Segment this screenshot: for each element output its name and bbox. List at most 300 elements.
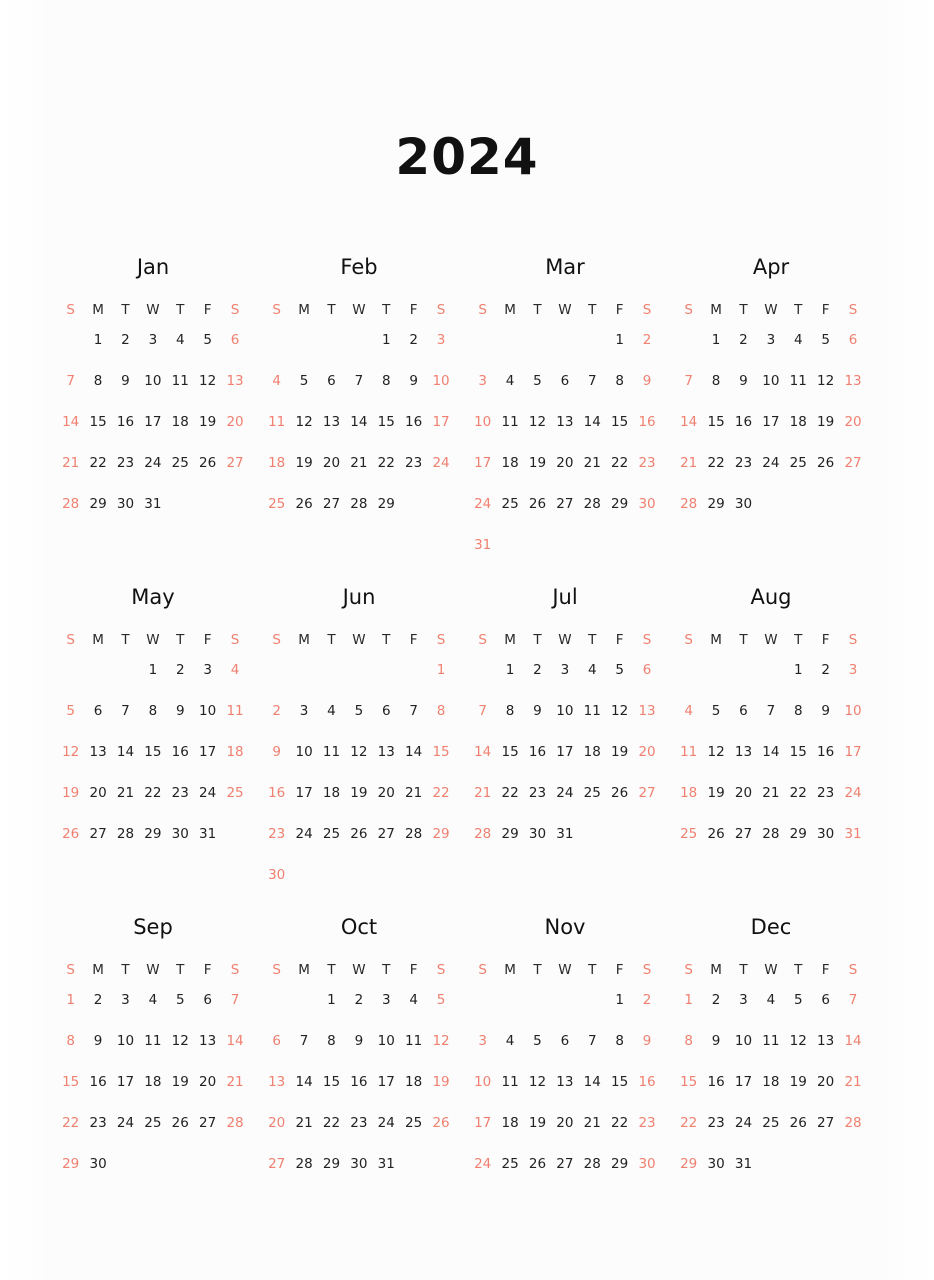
weekday-label: F (409, 302, 418, 318)
day-cell: 15 (611, 1074, 629, 1090)
empty-cell (469, 989, 496, 1030)
day-cell: 27 (556, 496, 574, 512)
day-cell: 20 (734, 785, 753, 801)
weekday-label: T (121, 302, 130, 318)
day-cell: 13 (734, 744, 753, 760)
day-cell: 22 (144, 785, 162, 801)
day-cell: 12 (432, 1033, 450, 1049)
day-cell: 17 (556, 744, 574, 760)
day-cell: 18 (501, 1115, 519, 1131)
day-cell: 16 (405, 414, 423, 430)
day-cell: 2 (93, 992, 103, 1008)
day-cell: 7 (684, 373, 693, 389)
weekday-header (57, 300, 249, 320)
month-sep (57, 910, 263, 1240)
weekday-header (57, 960, 249, 980)
day-cell: 16 (638, 414, 656, 430)
day-cell: 29 (707, 496, 725, 512)
month-name: Sep (133, 915, 173, 939)
day-cell: 20 (817, 1074, 835, 1090)
day-cell: 27 (377, 826, 395, 842)
day-cell: 5 (793, 992, 803, 1008)
day-cell: 8 (711, 373, 721, 389)
empty-cell (551, 989, 578, 1030)
day-cell: 11 (322, 744, 341, 760)
day-cell: 28 (405, 826, 423, 842)
day-cell: 1 (793, 662, 803, 678)
empty-cell (290, 989, 317, 1030)
day-grid (57, 329, 249, 534)
day-cell: 5 (436, 992, 446, 1008)
day-cell: 3 (478, 1033, 487, 1049)
day-cell: 17 (474, 1115, 492, 1131)
day-cell: 23 (707, 1115, 725, 1131)
day-cell: 27 (817, 1115, 835, 1131)
day-cell: 19 (199, 414, 217, 430)
day-cell: 15 (680, 1074, 698, 1090)
weekday-label: W (558, 962, 572, 978)
day-cell: 5 (533, 1033, 542, 1049)
day-cell: 24 (116, 1115, 135, 1131)
day-cell: 15 (501, 744, 519, 760)
day-cell: 28 (116, 826, 135, 842)
day-cell: 21 (405, 785, 423, 801)
day-cell: 26 (432, 1115, 450, 1131)
day-cell: 30 (268, 867, 286, 883)
day-cell: 16 (116, 414, 135, 430)
day-cell: 9 (272, 744, 281, 760)
day-cell: 3 (148, 332, 158, 348)
day-cell: 15 (611, 414, 629, 430)
day-cell: 18 (762, 1074, 780, 1090)
day-cell: 14 (350, 414, 368, 430)
day-cell: 14 (405, 744, 423, 760)
day-cell: 2 (642, 992, 652, 1008)
day-cell: 2 (821, 662, 830, 678)
day-cell: 11 (680, 744, 698, 760)
day-cell: 30 (171, 826, 189, 842)
day-cell: 13 (638, 703, 656, 719)
day-cell: 28 (350, 496, 368, 512)
weekday-label: S (684, 632, 693, 648)
weekday-label: S (642, 962, 652, 978)
day-cell: 18 (171, 414, 189, 430)
day-cell: 11 (501, 1074, 519, 1090)
weekday-label: F (615, 302, 624, 318)
day-cell: 26 (199, 455, 217, 471)
day-cell: 19 (528, 455, 547, 471)
day-cell: 27 (226, 455, 244, 471)
day-cell: 26 (350, 826, 368, 842)
day-cell: 6 (203, 992, 212, 1008)
weekday-label: T (588, 632, 597, 648)
day-cell: 21 (844, 1074, 862, 1090)
day-cell: 4 (684, 703, 693, 719)
day-cell: 20 (377, 785, 395, 801)
day-cell: 4 (587, 662, 597, 678)
day-cell: 2 (409, 332, 418, 348)
weekday-label: S (66, 962, 75, 978)
weekday-label: S (272, 302, 281, 318)
day-cell: 16 (89, 1074, 107, 1090)
weekday-label: F (409, 962, 418, 978)
day-cell: 23 (817, 785, 835, 801)
weekday-label: S (272, 632, 281, 648)
day-cell: 25 (789, 455, 807, 471)
day-cell: 5 (354, 703, 364, 719)
weekday-label: S (436, 302, 446, 318)
empty-cell (579, 329, 606, 370)
day-cell: 3 (436, 332, 446, 348)
weekday-label: T (794, 962, 803, 978)
day-cell: 24 (474, 496, 492, 512)
day-cell: 6 (642, 662, 652, 678)
empty-cell (290, 659, 317, 700)
weekday-label: S (272, 962, 281, 978)
day-cell: 17 (377, 1074, 395, 1090)
day-cell: 8 (327, 1033, 336, 1049)
weekday-label: M (298, 302, 310, 318)
day-cell: 4 (505, 373, 515, 389)
day-cell: 21 (680, 455, 698, 471)
day-cell: 6 (560, 373, 570, 389)
weekday-label: M (92, 962, 104, 978)
empty-cell (702, 659, 729, 700)
day-cell: 2 (533, 662, 542, 678)
weekday-header (675, 630, 867, 650)
day-cell: 12 (707, 744, 725, 760)
day-cell: 22 (62, 1115, 80, 1131)
day-cell: 29 (322, 1156, 341, 1172)
day-cell: 12 (611, 703, 629, 719)
weekday-label: S (66, 302, 75, 318)
day-cell: 9 (739, 373, 748, 389)
day-cell: 28 (474, 826, 492, 842)
day-cell: 8 (615, 1033, 624, 1049)
weekday-label: M (92, 632, 104, 648)
day-cell: 27 (89, 826, 107, 842)
day-cell: 18 (268, 455, 286, 471)
weekday-label: T (533, 302, 542, 318)
empty-cell (400, 659, 427, 700)
day-cell: 8 (793, 703, 803, 719)
day-cell: 10 (199, 703, 217, 719)
day-cell: 13 (199, 1033, 217, 1049)
day-cell: 22 (432, 785, 450, 801)
day-cell: 8 (505, 703, 515, 719)
day-cell: 9 (533, 703, 542, 719)
weekday-label: S (642, 302, 652, 318)
day-cell: 6 (93, 703, 103, 719)
day-cell: 4 (766, 992, 776, 1008)
day-cell: 18 (226, 744, 244, 760)
day-cell: 27 (199, 1115, 217, 1131)
weekday-header (675, 300, 867, 320)
day-cell: 26 (295, 496, 313, 512)
day-cell: 6 (739, 703, 748, 719)
day-cell: 22 (377, 455, 395, 471)
day-cell: 18 (680, 785, 698, 801)
day-cell: 7 (354, 373, 364, 389)
day-cell: 17 (116, 1074, 135, 1090)
weekday-label: T (327, 632, 336, 648)
weekday-label: T (533, 632, 542, 648)
day-cell: 29 (144, 826, 162, 842)
day-cell: 31 (474, 537, 492, 553)
day-cell: 17 (844, 744, 862, 760)
day-cell: 9 (642, 1033, 652, 1049)
day-cell: 15 (144, 744, 162, 760)
weekday-label: S (848, 632, 858, 648)
day-cell: 9 (409, 373, 418, 389)
day-cell: 5 (615, 662, 624, 678)
day-cell: 14 (226, 1033, 244, 1049)
weekday-header (675, 960, 867, 980)
day-cell: 3 (203, 662, 212, 678)
day-cell: 10 (116, 1033, 135, 1049)
day-cell: 8 (436, 703, 446, 719)
month-name: Feb (340, 255, 378, 279)
day-cell: 1 (327, 992, 336, 1008)
day-cell: 21 (116, 785, 135, 801)
weekday-label: M (504, 302, 516, 318)
month-name: Apr (752, 255, 790, 279)
weekday-label: M (298, 632, 310, 648)
day-cell: 24 (844, 785, 862, 801)
day-cell: 26 (528, 496, 547, 512)
day-cell: 30 (116, 496, 135, 512)
day-cell: 4 (272, 373, 281, 389)
day-cell: 25 (583, 785, 601, 801)
month-name: Nov (544, 915, 586, 939)
empty-cell (318, 659, 345, 700)
month-apr (675, 250, 881, 580)
weekday-label: M (92, 302, 104, 318)
day-cell: 16 (734, 414, 753, 430)
day-cell: 10 (844, 703, 862, 719)
day-cell: 29 (611, 1156, 629, 1172)
weekday-label: S (848, 302, 858, 318)
day-cell: 23 (638, 455, 656, 471)
day-cell: 17 (432, 414, 450, 430)
day-cell: 24 (199, 785, 217, 801)
day-cell: 13 (844, 373, 862, 389)
day-grid (675, 659, 867, 864)
day-cell: 17 (295, 785, 313, 801)
day-cell: 27 (556, 1156, 574, 1172)
day-cell: 1 (615, 992, 624, 1008)
weekday-label: S (436, 632, 446, 648)
weekday-label: T (176, 962, 185, 978)
weekday-label: W (764, 632, 778, 648)
day-cell: 27 (268, 1156, 286, 1172)
day-cell: 10 (295, 744, 313, 760)
day-cell: 29 (62, 1156, 80, 1172)
day-cell: 17 (762, 414, 780, 430)
day-cell: 15 (62, 1074, 80, 1090)
day-cell: 11 (501, 414, 519, 430)
day-cell: 3 (299, 703, 309, 719)
day-cell: 16 (528, 744, 547, 760)
day-cell: 27 (734, 826, 753, 842)
day-cell: 10 (144, 373, 162, 389)
day-cell: 10 (734, 1033, 753, 1049)
weekday-label: W (352, 302, 366, 318)
day-cell: 6 (848, 332, 858, 348)
day-cell: 31 (144, 496, 162, 512)
day-cell: 12 (789, 1033, 807, 1049)
day-cell: 24 (295, 826, 313, 842)
weekday-label: F (821, 302, 830, 318)
empty-cell (263, 659, 290, 700)
weekday-label: T (382, 632, 391, 648)
day-cell: 7 (587, 1033, 597, 1049)
day-cell: 14 (474, 744, 492, 760)
day-cell: 1 (66, 992, 75, 1008)
day-grid (263, 659, 455, 905)
day-cell: 18 (501, 455, 519, 471)
day-cell: 3 (848, 662, 858, 678)
weekday-label: M (710, 302, 722, 318)
day-cell: 16 (707, 1074, 725, 1090)
day-cell: 21 (350, 455, 368, 471)
day-cell: 19 (350, 785, 368, 801)
weekday-label: T (176, 632, 185, 648)
day-cell: 12 (171, 1033, 189, 1049)
empty-cell (757, 659, 784, 700)
empty-cell (263, 989, 290, 1030)
weekday-label: S (478, 302, 487, 318)
day-cell: 4 (793, 332, 803, 348)
day-cell: 28 (583, 1156, 601, 1172)
day-cell: 23 (734, 455, 753, 471)
day-cell: 25 (144, 1115, 162, 1131)
day-cell: 10 (556, 703, 574, 719)
day-grid (675, 989, 867, 1194)
day-cell: 13 (556, 1074, 574, 1090)
day-cell: 30 (707, 1156, 725, 1172)
day-cell: 28 (295, 1156, 313, 1172)
day-cell: 19 (62, 785, 80, 801)
weekday-label: T (382, 302, 391, 318)
day-cell: 26 (171, 1115, 189, 1131)
day-cell: 10 (762, 373, 780, 389)
month-nov (469, 910, 675, 1240)
day-cell: 18 (144, 1074, 162, 1090)
day-cell: 20 (89, 785, 107, 801)
day-cell: 30 (638, 496, 656, 512)
weekday-header (469, 300, 661, 320)
weekday-label: T (588, 962, 597, 978)
day-grid (469, 659, 661, 864)
day-cell: 25 (405, 1115, 423, 1131)
day-cell: 29 (680, 1156, 698, 1172)
empty-cell (579, 989, 606, 1030)
day-cell: 16 (817, 744, 835, 760)
month-jul (469, 580, 675, 910)
day-cell: 7 (848, 992, 858, 1008)
month-jan (57, 250, 263, 580)
day-cell: 10 (474, 414, 492, 430)
day-cell: 28 (680, 496, 698, 512)
day-cell: 23 (116, 455, 135, 471)
day-cell: 19 (528, 1115, 547, 1131)
day-cell: 8 (615, 373, 624, 389)
day-cell: 12 (350, 744, 368, 760)
day-cell: 20 (844, 414, 862, 430)
weekday-label: S (230, 302, 240, 318)
day-cell: 19 (432, 1074, 450, 1090)
weekday-label: T (588, 302, 597, 318)
day-cell: 5 (821, 332, 830, 348)
day-cell: 18 (322, 785, 341, 801)
day-cell: 29 (377, 496, 395, 512)
day-cell: 23 (528, 785, 547, 801)
day-cell: 12 (295, 414, 313, 430)
month-feb (263, 250, 469, 580)
day-cell: 26 (707, 826, 725, 842)
day-cell: 29 (501, 826, 519, 842)
day-cell: 21 (583, 455, 601, 471)
day-cell: 28 (62, 496, 80, 512)
empty-cell (57, 329, 84, 370)
month-name: Aug (750, 585, 792, 609)
day-cell: 17 (199, 744, 217, 760)
day-grid (675, 329, 867, 534)
weekday-label: M (504, 632, 516, 648)
day-cell: 21 (583, 1115, 601, 1131)
empty-cell (730, 659, 757, 700)
day-cell: 19 (789, 1074, 807, 1090)
day-cell: 27 (322, 496, 341, 512)
day-cell: 17 (734, 1074, 753, 1090)
weekday-label: T (739, 302, 748, 318)
day-cell: 24 (377, 1115, 395, 1131)
day-cell: 18 (789, 414, 807, 430)
day-cell: 10 (377, 1033, 395, 1049)
day-cell: 13 (268, 1074, 286, 1090)
empty-cell (57, 659, 84, 700)
month-jun (263, 580, 469, 910)
day-cell: 26 (62, 826, 80, 842)
day-cell: 29 (432, 826, 450, 842)
weekday-label: S (230, 962, 240, 978)
month-mar (469, 250, 675, 580)
day-cell: 29 (611, 496, 629, 512)
day-cell: 9 (642, 373, 652, 389)
day-cell: 14 (844, 1033, 862, 1049)
weekday-label: W (558, 632, 572, 648)
day-cell: 25 (501, 1156, 519, 1172)
weekday-label: M (298, 962, 310, 978)
day-cell: 14 (762, 744, 780, 760)
day-grid (263, 989, 455, 1194)
day-cell: 13 (556, 414, 574, 430)
year-calendar-grid (57, 250, 881, 1240)
weekday-label: M (710, 632, 722, 648)
day-cell: 21 (295, 1115, 313, 1131)
day-cell: 12 (528, 414, 547, 430)
day-cell: 13 (377, 744, 395, 760)
day-cell: 2 (121, 332, 130, 348)
weekday-label: T (382, 962, 391, 978)
day-cell: 9 (354, 1033, 364, 1049)
day-cell: 4 (175, 332, 185, 348)
day-cell: 3 (121, 992, 130, 1008)
month-name: Jul (552, 585, 578, 609)
weekday-label: F (409, 632, 418, 648)
day-cell: 5 (175, 992, 185, 1008)
